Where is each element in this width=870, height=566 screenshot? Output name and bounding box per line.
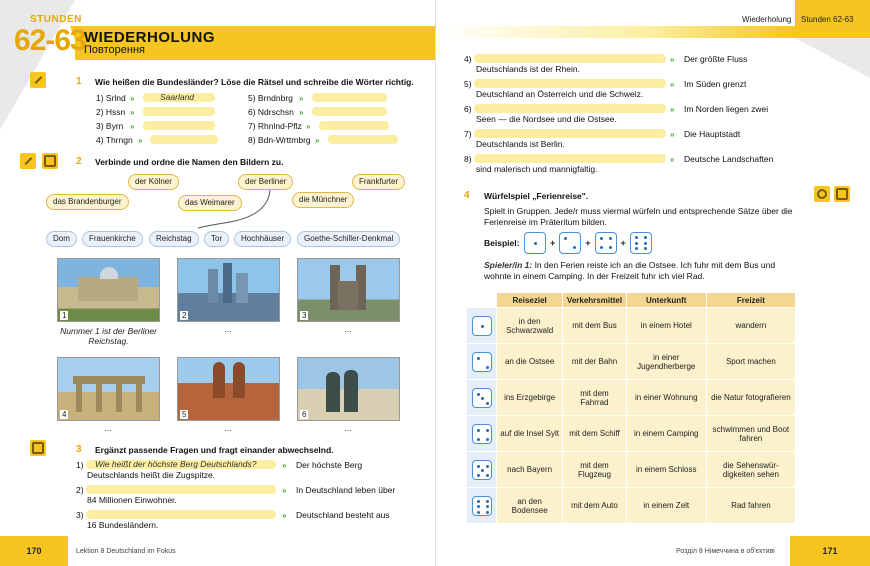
table-cell: mit dem Schiff xyxy=(563,416,626,452)
die-face-2 xyxy=(467,344,497,380)
tag-der-koelner[interactable]: der Kölner xyxy=(128,174,179,190)
column-header-unterkunft: Unterkunft xyxy=(626,293,706,308)
ex1-item-8: 8) Bdn-Wrttmbrg xyxy=(248,135,311,145)
photo-number: 1 xyxy=(62,311,67,320)
corner-decoration xyxy=(795,38,870,78)
page-number: 171 xyxy=(790,536,870,566)
tag-frauenkirche[interactable]: Frauenkirche xyxy=(82,231,143,247)
table-cell: in einem Schloss xyxy=(626,452,706,488)
die-pip xyxy=(477,357,480,360)
dice-icon xyxy=(472,388,492,408)
table-row xyxy=(467,380,796,416)
vocabulary-table xyxy=(466,292,796,524)
ex1-item-7: 7) Rhnlnd-Pflz xyxy=(248,121,302,131)
die-pip xyxy=(573,246,576,249)
table-header-blank xyxy=(467,293,497,308)
beispiel-label: Beispiel: xyxy=(484,238,520,248)
arrow-icon: » xyxy=(138,136,141,145)
connector-lines xyxy=(0,0,435,260)
photo-koelner-dom xyxy=(297,258,400,322)
arrow-icon: » xyxy=(130,94,133,103)
arrow-icon: » xyxy=(670,55,673,64)
ex3-item-2-answer-b: 84 Millionen Einwohner. xyxy=(87,495,177,505)
question-field[interactable] xyxy=(474,129,666,138)
plus-sign: + xyxy=(585,238,591,248)
arrow-icon: » xyxy=(670,105,673,114)
die-pip xyxy=(644,242,647,245)
die-pip xyxy=(600,246,603,249)
ex3-item-1-answer-a: Der höchste Berg xyxy=(296,460,363,470)
ex1-item-3: 3) Byrn xyxy=(96,121,124,131)
table-cell: nach Bayern xyxy=(497,452,563,488)
table-cell: mit dem Fahrrad xyxy=(563,380,626,416)
stunden-range: 62-63 xyxy=(14,24,86,57)
table-cell: in einer Wohnung xyxy=(626,380,706,416)
die-pip xyxy=(477,500,480,503)
arrow-icon: » xyxy=(299,108,302,117)
table-cell: in einem Hotel xyxy=(626,308,706,344)
die-pip xyxy=(635,236,638,239)
dice-icon xyxy=(472,424,492,444)
table-cell: auf die Insel Sylt xyxy=(497,416,563,452)
photo-caption: ... xyxy=(344,324,353,334)
ex3-item-5-a: Im Süden grenzt xyxy=(684,79,747,89)
table-cell: in einem Zelt xyxy=(626,488,706,524)
die-pip xyxy=(644,236,647,239)
tag-frankfurter[interactable]: Frankfurter xyxy=(352,174,405,190)
group-work-icon xyxy=(30,440,46,456)
photo-number: 4 xyxy=(62,410,67,419)
photo-caption: ... xyxy=(224,324,233,334)
page-subtitle: Повторення xyxy=(84,44,145,56)
table-row xyxy=(467,452,796,488)
ex3-item-3-label: 3) xyxy=(76,510,84,520)
table-cell: Rad fahren xyxy=(706,488,795,524)
tag-das-brandenburger[interactable]: das Brandenburger xyxy=(46,194,129,210)
die-pip xyxy=(477,429,480,432)
arrow-icon: » xyxy=(282,461,285,470)
right-page xyxy=(435,0,870,566)
die-face-4 xyxy=(467,416,497,452)
table-cell: wandern xyxy=(706,308,795,344)
photo-caption: Nummer 1 ist der Berliner Reichstag. xyxy=(60,326,157,346)
die-pip xyxy=(600,237,603,240)
ex1-item-2: 2) Hssn xyxy=(96,107,126,117)
die-pip xyxy=(486,402,489,405)
header-title: Wiederholung xyxy=(742,15,792,24)
photo-caption: ... xyxy=(224,423,233,433)
photo-number: 3 xyxy=(302,311,307,320)
header-stunden: Stunden 62-63 xyxy=(801,15,854,24)
exercise-1-number: 1 xyxy=(76,76,82,87)
die-pip xyxy=(486,465,489,468)
ex3-item-6-a: Im Norden liegen zwei xyxy=(684,104,769,114)
arrow-icon: » xyxy=(130,108,133,117)
table-cell: die Sehenswür-digkeiten sehen xyxy=(706,452,795,488)
die-face-6 xyxy=(467,488,497,524)
dice-game-icon xyxy=(814,186,830,202)
ex3-item-8-label: 8) xyxy=(464,154,472,164)
arrow-icon: » xyxy=(670,155,673,164)
die-pip xyxy=(486,474,489,477)
question-field[interactable] xyxy=(86,510,276,519)
die-pip xyxy=(481,469,484,472)
table-cell: in den Schwarzwald xyxy=(497,308,563,344)
table-cell: in einem Camping xyxy=(626,416,706,452)
plus-sign: + xyxy=(620,238,626,248)
header-band xyxy=(436,26,796,38)
die-pip xyxy=(481,325,484,328)
die-face-5 xyxy=(467,452,497,488)
question-field[interactable] xyxy=(86,485,276,494)
page-title: WIEDERHOLUNG xyxy=(84,29,215,46)
table-cell: mit dem Flugzeug xyxy=(563,452,626,488)
tag-das-weimarer[interactable]: das Weimarer xyxy=(178,195,242,211)
footer-text: Розділ 8 Німеччина в об'єктиві xyxy=(676,548,775,555)
arrow-icon: » xyxy=(130,122,133,131)
exercise-1-instruction: Wie heißen die Bundesländer? Löse die Rätsel und schreibe die Wörter richtig. xyxy=(95,77,414,87)
tag-reichstag[interactable]: Reichstag xyxy=(149,231,199,247)
die-pip xyxy=(477,511,480,514)
ex3-item-7-b: Deutschlands ist Berlin. xyxy=(476,139,565,149)
spieler-text: In den Ferien reiste ich an die Ostsee. Ich fuhr mit dem Bus und wohnte in einem Camping. In der Freizeit fuhr ich viel Rad. xyxy=(484,260,776,281)
die-pip xyxy=(635,242,638,245)
die-pip xyxy=(477,474,480,477)
die-pip xyxy=(635,247,638,250)
die-pip xyxy=(486,505,489,508)
die-pip xyxy=(534,242,537,245)
die-pip xyxy=(609,246,612,249)
die-pip xyxy=(486,438,489,441)
table-row xyxy=(467,344,796,380)
column-header-verkehrsmittel: Verkehrsmittel xyxy=(563,293,626,308)
group-work-icon xyxy=(834,186,850,202)
stunden-label: STUNDEN xyxy=(30,14,82,25)
die-pip xyxy=(564,237,567,240)
arrow-icon: » xyxy=(670,80,673,89)
ex1-item-1: 1) Srlnd xyxy=(96,93,126,103)
tag-tor[interactable]: Tor xyxy=(204,231,229,247)
exercise-4-title: Würfelspiel „Ferienreise". xyxy=(484,191,589,201)
question-field[interactable] xyxy=(474,154,666,163)
page-number: 170 xyxy=(0,536,68,566)
dice-icon xyxy=(472,316,492,336)
arrow-icon: » xyxy=(282,511,285,520)
die-pip xyxy=(486,429,489,432)
plus-sign: + xyxy=(550,238,556,248)
die-pip xyxy=(486,500,489,503)
example-dice-row xyxy=(524,232,652,254)
exercise-3-instruction: Ergänzt passende Fragen und fragt einander abwechselnd. xyxy=(95,445,334,455)
table-cell: mit dem Auto xyxy=(563,488,626,524)
table-cell: die Natur fotografieren xyxy=(706,380,795,416)
footer-text: Lektion 8 Deutschland im Fokus xyxy=(76,548,176,555)
die-face-3 xyxy=(467,380,497,416)
arrow-icon: » xyxy=(306,122,309,131)
column-header-reiseziel: Reiseziel xyxy=(497,293,563,308)
photo-number: 5 xyxy=(182,410,187,419)
column-header-freizeit: Freizeit xyxy=(706,293,795,308)
question-field[interactable] xyxy=(474,79,666,88)
table-cell: ins Erzgebirge xyxy=(497,380,563,416)
ex3-item-8-b: sind malerisch und mannigfaltig. xyxy=(476,164,598,174)
table-row xyxy=(467,308,796,344)
die-pip xyxy=(644,247,647,250)
die-pip xyxy=(477,465,480,468)
ex1-item-6: 6) Ndrschsn xyxy=(248,107,294,117)
ex3-item-4-b: Deutschlands ist der Rhein. xyxy=(476,64,580,74)
dice-icon xyxy=(472,460,492,480)
table-cell: mit dem Bus xyxy=(563,308,626,344)
table-row xyxy=(467,488,796,524)
exercise-4-number: 4 xyxy=(464,190,470,201)
ex1-item-4: 4) Thrngn xyxy=(96,135,133,145)
ex3-item-3-answer-a: Deutschland besteht aus xyxy=(296,510,390,520)
table-cell: Sport machen xyxy=(706,344,795,380)
spieler-label: Spieler/in 1: xyxy=(484,260,533,270)
arrow-icon: » xyxy=(299,94,302,103)
ex3-item-2-answer-a: In Deutschland leben über xyxy=(296,485,396,495)
ex1-item-5: 5) Brndnbrg xyxy=(248,93,293,103)
photo-caption: ... xyxy=(344,423,353,433)
tag-die-muenchner[interactable]: die Münchner xyxy=(292,192,354,208)
tag-goethe-schiller-denkmal[interactable]: Goethe-Schiller-Denkmal xyxy=(297,231,400,247)
die-pip xyxy=(486,366,489,369)
spieler-example xyxy=(484,260,796,282)
dice-icon xyxy=(472,496,492,516)
photo-reichstag xyxy=(57,258,160,322)
table-cell: an die Ostsee xyxy=(497,344,563,380)
tag-dom[interactable]: Dom xyxy=(46,231,77,247)
ex3-item-1-question: Wie heißt der höchste Berg Deutschlands? xyxy=(95,459,257,469)
ex3-item-3-answer-b: 16 Bundesländern. xyxy=(87,520,159,530)
table-row xyxy=(467,416,796,452)
die-pip xyxy=(486,511,489,514)
die-pip xyxy=(477,393,480,396)
photo-brandenburger-tor xyxy=(57,357,160,421)
die-pip xyxy=(477,505,480,508)
table-cell: in einer Jugendherberge xyxy=(626,344,706,380)
photo-number: 6 xyxy=(302,410,307,419)
tag-hochhaeuser[interactable]: Hochhäuser xyxy=(234,231,291,247)
photo-goethe-schiller-denkmal xyxy=(297,357,400,421)
ex1-answer-1: Saarland xyxy=(160,92,195,102)
photo-frauenkirche xyxy=(177,357,280,421)
table-cell: an den Bodensee xyxy=(497,488,563,524)
table-cell: mit der Bahn xyxy=(563,344,626,380)
arrow-icon: » xyxy=(315,136,318,145)
ex3-item-6-label: 6) xyxy=(464,104,472,114)
exercise-3-number: 3 xyxy=(76,444,82,455)
exercise-2-instruction: Verbinde und ordne die Namen den Bildern zu. xyxy=(95,157,284,167)
dice-icon xyxy=(472,352,492,372)
ex3-item-6-b: Seen — die Nordsee und die Ostsee. xyxy=(476,114,617,124)
die-face-1 xyxy=(467,308,497,344)
ex3-item-7-a: Die Hauptstadt xyxy=(684,129,741,139)
ex3-item-4-label: 4) xyxy=(464,54,472,64)
photo-frankfurt-skyline xyxy=(177,258,280,322)
ex3-item-1-label: 1) xyxy=(76,460,84,470)
dice-icon xyxy=(524,232,546,254)
exercise-2-number: 2 xyxy=(76,156,82,167)
ex3-item-8-a: Deutsche Landschaften xyxy=(684,154,774,164)
photo-number: 2 xyxy=(182,311,187,320)
photo-caption: ... xyxy=(104,423,113,433)
table-cell: schwimmen und Boot fahren xyxy=(706,416,795,452)
die-pip xyxy=(609,237,612,240)
ex3-item-1-answer-b: Deutschlands heißt die Zugspitze. xyxy=(87,470,216,480)
question-field[interactable] xyxy=(474,104,666,113)
exercise-4-instruction: Spielt in Gruppen. Jede/r muss viermal würfeln und entsprechende Sätze über die Ferienreise im Präteritum bilden. xyxy=(484,206,793,227)
dice-icon xyxy=(630,232,652,254)
arrow-icon: » xyxy=(282,486,285,495)
ex3-item-5-label: 5) xyxy=(464,79,472,89)
question-field[interactable] xyxy=(474,54,666,63)
dice-icon xyxy=(595,232,617,254)
ex3-item-5-b: Deutschland an Österreich und die Schweiz. xyxy=(476,89,644,99)
ex3-item-4-a: Der größte Fluss xyxy=(684,54,748,64)
ex3-item-7-label: 7) xyxy=(464,129,472,139)
ex3-item-2-label: 2) xyxy=(76,485,84,495)
tag-der-berliner[interactable]: der Berliner xyxy=(238,174,293,190)
die-pip xyxy=(481,397,484,400)
arrow-icon: » xyxy=(670,130,673,139)
die-pip xyxy=(477,438,480,441)
dice-icon xyxy=(559,232,581,254)
